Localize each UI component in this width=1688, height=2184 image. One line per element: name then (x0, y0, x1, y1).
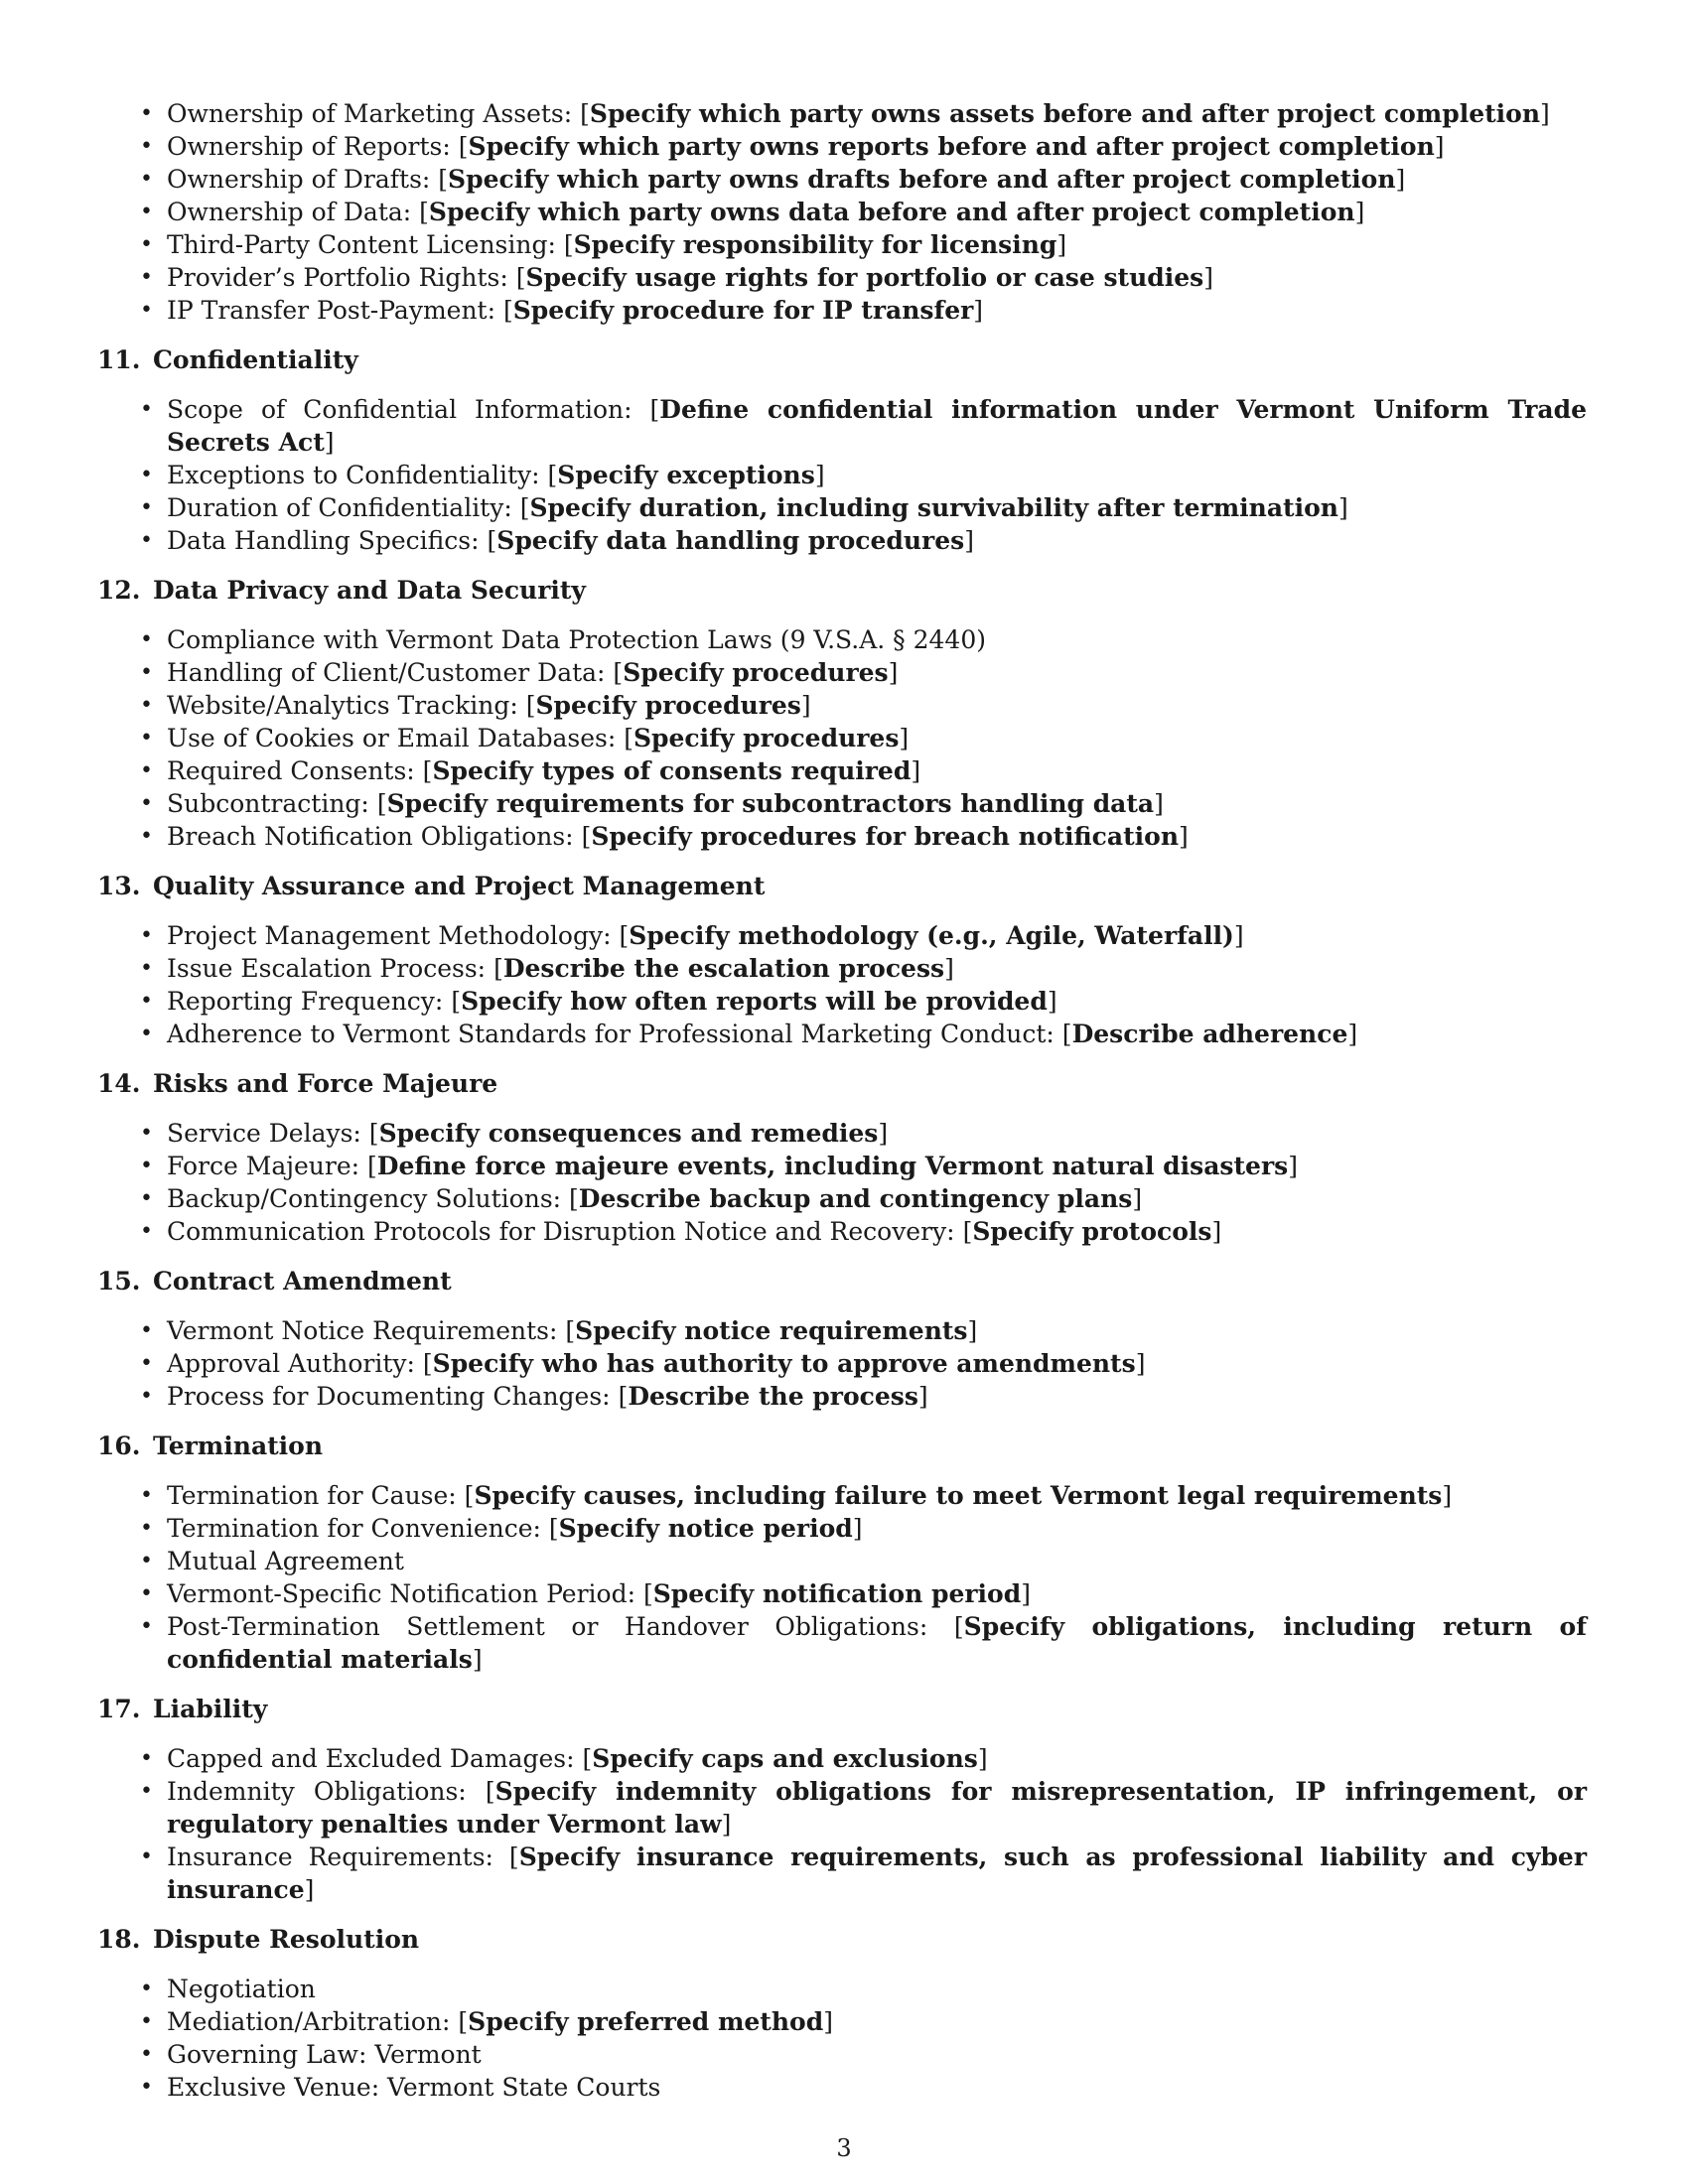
bullet-icon: • (140, 791, 153, 816)
placeholder-text: Specify data handling procedures (496, 526, 965, 555)
item-label: Use of Cookies or Email Databases: (167, 724, 625, 752)
item-label: Issue Escalation Process: (167, 954, 494, 983)
section-heading (97, 1693, 1587, 1725)
item-label: Post-Termination Settlement or Handover Obligations: (167, 1612, 954, 1641)
section-title: Confidentiality (153, 345, 358, 374)
list-item (97, 2038, 1587, 2071)
list-item: • Mediation/Arbitration: [Specify preferred method] (140, 2007, 833, 2036)
item-label: Ownership of Reports: (167, 132, 459, 161)
section-title: Liability (153, 1695, 268, 1723)
section-bullet-list (97, 1973, 1587, 2104)
placeholder-text: Specify preferred method (468, 2007, 824, 2036)
bullet-icon: • (140, 167, 153, 192)
bullet-icon: • (140, 1779, 153, 1804)
section-title: Risks and Force Majeure (153, 1069, 498, 1098)
placeholder-text: Specify notice requirements (575, 1316, 968, 1345)
item-label: Breach Notification Obligations: (167, 822, 582, 851)
placeholder-text: Specify consequences and remedies (378, 1119, 879, 1148)
section-number: 17. (97, 1695, 141, 1723)
list-item (97, 2071, 1587, 2104)
bullet-icon: • (140, 1581, 153, 1606)
bullet-icon: • (140, 1384, 153, 1409)
section (97, 1265, 1587, 1413)
placeholder-text: Specify responsibility for licensing (573, 230, 1057, 259)
item-label: Compliance with Vermont Data Protection Laws (9 V.S.A. § 2440) (167, 625, 986, 654)
list-item: • Ownership of Reports: [Specify which party owns reports before and after project completion] (140, 132, 1445, 161)
placeholder-text: Specify exceptions (557, 461, 815, 489)
item-label: Scope of Confidential Information: (167, 395, 650, 424)
bullet-icon: • (140, 726, 153, 751)
placeholder-text: Specify usage rights for portfolio or case studies (525, 263, 1204, 292)
section-title: Contract Amendment (153, 1267, 452, 1296)
placeholder-text: Specify indemnity obligations for misrepresentation, IP infringement, or regulatory penalties under Vermont law (167, 1777, 1587, 1839)
item-label: Capped and Excluded Damages: (167, 1744, 583, 1773)
placeholder-text: Specify procedures for breach notification (591, 822, 1179, 851)
list-item: • Termination for Cause: [Specify causes, including failure to meet Vermont legal requirements] (140, 1481, 1453, 1510)
list-item: • Insurance Requirements: [Specify insurance requirements, such as professional liability and cyber insurance] (140, 1843, 1588, 1904)
placeholder-text: Specify notice period (558, 1514, 853, 1543)
list-item: • Required Consents: [Specify types of consents required] (140, 756, 921, 785)
list-item: • Service Delays: [Specify consequences and remedies] (140, 1119, 889, 1148)
list-item: • Website/Analytics Tracking: [Specify procedures] (140, 691, 811, 720)
item-label: Backup/Contingency Solutions: (167, 1184, 570, 1213)
bullet-icon: • (140, 265, 153, 290)
list-item: • Project Management Methodology: [Specify methodology (e.g., Agile, Waterfall)] (140, 921, 1244, 950)
list-item: • Post-Termination Settlement or Handover Obligations: [Specify obligations, including return of confidential materials] (140, 1612, 1587, 1674)
list-item: • Ownership of Data: [Specify which party owns data before and after project completion] (140, 198, 1365, 226)
list-item: • Breach Notification Obligations: [Specify procedures for breach notification] (140, 822, 1189, 851)
section-number: 11. (97, 345, 141, 374)
placeholder-text: Specify methodology (e.g., Agile, Waterfall) (629, 921, 1234, 950)
section-heading (97, 574, 1587, 607)
item-label: Vermont Notice Requirements: (167, 1316, 566, 1345)
section (97, 1693, 1587, 1906)
placeholder-text: Specify causes, including failure to meet Vermont legal requirements (474, 1481, 1443, 1510)
list-item: • Vermont Notice Requirements: [Specify notice requirements] (140, 1316, 978, 1345)
section (97, 1923, 1587, 2104)
placeholder-text: Specify types of consents required (432, 756, 912, 785)
section (97, 870, 1587, 1050)
section (97, 574, 1587, 853)
placeholder-text: Describe the escalation process (502, 954, 945, 983)
item-label: Third-Party Content Licensing: (167, 230, 564, 259)
item-label: Vermont-Specific Notification Period: (167, 1579, 643, 1608)
list-item: • Use of Cookies or Email Databases: [Specify procedures] (140, 724, 910, 752)
item-label: Ownership of Drafts: (167, 165, 439, 194)
item-label: Termination for Convenience: (167, 1514, 549, 1543)
section-title: Dispute Resolution (153, 1925, 420, 1954)
list-item (97, 1545, 1587, 1577)
list-item: • Process for Documenting Changes: [Describe the process] (140, 1382, 928, 1411)
bullet-icon: • (140, 1549, 153, 1573)
list-item: • Vermont-Specific Notification Period: [Specify notification period] (140, 1579, 1031, 1608)
item-label: Reporting Frequency: (167, 987, 452, 1016)
placeholder-text: Specify caps and exclusions (592, 1744, 978, 1773)
section-bullet-list (97, 623, 1587, 853)
list-item: • Exceptions to Confidentiality: [Specify exceptions] (140, 461, 825, 489)
placeholder-text: Specify procedure for IP transfer (512, 296, 974, 325)
bullet-icon: • (140, 956, 153, 981)
bullet-icon: • (140, 693, 153, 718)
list-item: • Provider’s Portfolio Rights: [Specify usage rights for portfolio or case studies] (140, 263, 1213, 292)
placeholder-text: Specify how often reports will be provided (461, 987, 1048, 1016)
placeholder-text: Specify procedures (623, 658, 889, 687)
placeholder-text: Specify procedures (633, 724, 900, 752)
item-label: Duration of Confidentiality: (167, 493, 520, 522)
placeholder-text: Specify which party owns data before and after project completion (428, 198, 1355, 226)
bullet-icon: • (140, 2042, 153, 2067)
bullet-icon: • (140, 298, 153, 323)
section-heading (97, 1430, 1587, 1462)
section-heading (97, 870, 1587, 902)
bullet-icon: • (140, 1977, 153, 2001)
item-label: Provider’s Portfolio Rights: (167, 263, 516, 292)
list-item: • Data Handling Specifics: [Specify data handling procedures] (140, 526, 974, 555)
bullet-icon: • (140, 1186, 153, 1211)
bullet-icon: • (140, 1121, 153, 1146)
item-label: Adherence to Vermont Standards for Professional Marketing Conduct: (167, 1020, 1062, 1048)
section-number: 18. (97, 1925, 141, 1954)
sections-container (97, 343, 1587, 2104)
list-item: • IP Transfer Post-Payment: [Specify procedure for IP transfer] (140, 296, 984, 325)
placeholder-text: Describe the process (628, 1382, 918, 1411)
section-heading (97, 1923, 1587, 1956)
list-item: • Termination for Convenience: [Specify notice period] (140, 1514, 863, 1543)
placeholder-text: Specify which party owns drafts before and after project completion (448, 165, 1396, 194)
page-number: 3 (836, 2134, 852, 2162)
list-item: • Handling of Client/Customer Data: [Specify procedures] (140, 658, 899, 687)
bullet-icon: • (140, 1844, 153, 1869)
bullet-icon: • (140, 200, 153, 224)
item-label: Handling of Client/Customer Data: (167, 658, 614, 687)
section (97, 1067, 1587, 1248)
bullet-icon: • (140, 1614, 153, 1639)
item-label: Project Management Methodology: (167, 921, 620, 950)
placeholder-text: Specify which party owns assets before and after project completion (589, 99, 1541, 128)
bullet-icon: • (140, 1483, 153, 1508)
bullet-icon: • (140, 660, 153, 685)
item-label: Termination for Cause: (167, 1481, 465, 1510)
placeholder-text: Describe backup and contingency plans (578, 1184, 1133, 1213)
list-item: • Capped and Excluded Damages: [Specify caps and exclusions] (140, 1744, 988, 1773)
section-bullet-list (97, 393, 1587, 557)
bullet-icon: • (140, 1022, 153, 1046)
bullet-icon: • (140, 232, 153, 257)
bullet-icon: • (140, 923, 153, 948)
item-label: Ownership of Data: (167, 198, 420, 226)
item-label: Exclusive Venue: Vermont State Courts (167, 2073, 661, 2102)
bullet-icon: • (140, 1351, 153, 1376)
list-item: • Force Majeure: [Define force majeure events, including Vermont natural disasters] (140, 1152, 1298, 1180)
list-item (97, 623, 1587, 656)
bullet-icon: • (140, 463, 153, 487)
section-number: 13. (97, 872, 141, 900)
section (97, 343, 1587, 557)
bullet-icon: • (140, 989, 153, 1014)
placeholder-text: Define confidential information under Vermont Uniform Trade Secrets Act (167, 395, 1588, 457)
item-label: Insurance Requirements: (167, 1843, 509, 1871)
section-bullet-list (97, 1479, 1587, 1676)
placeholder-text: Specify requirements for subcontractors handling data (386, 789, 1155, 818)
item-label: Required Consents: (167, 756, 423, 785)
section-number: 15. (97, 1267, 141, 1296)
bullet-icon: • (140, 1516, 153, 1541)
bullet-icon: • (140, 2009, 153, 2034)
section-bullet-list (97, 1314, 1587, 1413)
placeholder-text: Define force majeure events, including Vermont natural disasters (376, 1152, 1289, 1180)
placeholder-text: Describe adherence (1071, 1020, 1348, 1048)
placeholder-text: Specify duration, including survivability after termination (529, 493, 1338, 522)
placeholder-text: Specify obligations, including return of confidential materials (167, 1612, 1587, 1674)
list-item: • Subcontracting: [Specify requirements for subcontractors handling data] (140, 789, 1164, 818)
section-number: 12. (97, 576, 141, 605)
section-bullet-list (97, 919, 1587, 1050)
section-heading (97, 343, 1587, 376)
bullet-icon: • (140, 1219, 153, 1244)
section-bullet-list (97, 1742, 1587, 1906)
list-item: • Ownership of Drafts: [Specify which party owns drafts before and after project completion] (140, 165, 1406, 194)
bullet-icon: • (140, 824, 153, 849)
item-label: Data Handling Specifics: (167, 526, 488, 555)
document-body (97, 97, 1587, 2104)
item-label: Governing Law: Vermont (167, 2040, 482, 2069)
item-label: IP Transfer Post-Payment: (167, 296, 503, 325)
bullet-icon: • (140, 1746, 153, 1771)
item-label: Process for Documenting Changes: (167, 1382, 619, 1411)
bullet-icon: • (140, 758, 153, 783)
item-label: Communication Protocols for Disruption Notice and Recovery: (167, 1217, 963, 1246)
section (97, 1430, 1587, 1676)
list-item (97, 1973, 1587, 2005)
bullet-icon: • (140, 397, 153, 422)
bullet-icon: • (140, 2075, 153, 2100)
placeholder-text: Specify notification period (652, 1579, 1022, 1608)
intro-bullet-list (97, 97, 1587, 327)
bullet-icon: • (140, 101, 153, 126)
list-item: • Backup/Contingency Solutions: [Describe backup and contingency plans] (140, 1184, 1143, 1213)
section-number: 14. (97, 1069, 141, 1098)
item-label: Service Delays: (167, 1119, 369, 1148)
item-label: Approval Authority: (167, 1349, 423, 1378)
bullet-icon: • (140, 1154, 153, 1178)
placeholder-text: Specify who has authority to approve amendments (432, 1349, 1136, 1378)
item-label: Subcontracting: (167, 789, 377, 818)
section-bullet-list (97, 1117, 1587, 1248)
item-label: Ownership of Marketing Assets: (167, 99, 581, 128)
section-number: 16. (97, 1432, 141, 1460)
list-item: • Duration of Confidentiality: [Specify duration, including survivability after termination] (140, 493, 1348, 522)
bullet-icon: • (140, 134, 153, 159)
item-label: Exceptions to Confidentiality: (167, 461, 548, 489)
list-item: • Indemnity Obligations: [Specify indemnity obligations for misrepresentation, IP infringement, or regulatory penalties under Vermont law] (140, 1777, 1587, 1839)
section-heading (97, 1265, 1587, 1297)
section-heading (97, 1067, 1587, 1100)
section-title: Data Privacy and Data Security (153, 576, 586, 605)
placeholder-text: Specify insurance requirements, such as professional liability and cyber insurance (167, 1843, 1588, 1904)
bullet-icon: • (140, 495, 153, 520)
list-item: • Approval Authority: [Specify who has authority to approve amendments] (140, 1349, 1146, 1378)
list-item: • Scope of Confidential Information: [Define confidential information under Vermont Uniform Trade Secrets Act] (140, 395, 1588, 457)
item-label: Website/Analytics Tracking: (167, 691, 526, 720)
item-label: Force Majeure: (167, 1152, 367, 1180)
list-item: • Reporting Frequency: [Specify how often reports will be provided] (140, 987, 1057, 1016)
placeholder-text: Specify procedures (535, 691, 801, 720)
placeholder-text: Specify which party owns reports before and after project completion (468, 132, 1435, 161)
list-item: • Communication Protocols for Disruption Notice and Recovery: [Specify protocols] (140, 1217, 1222, 1246)
list-item: • Adherence to Vermont Standards for Professional Marketing Conduct: [Describe adherence] (140, 1020, 1358, 1048)
item-label: Negotiation (167, 1975, 316, 2003)
bullet-icon: • (140, 528, 153, 553)
item-label: Mutual Agreement (167, 1547, 404, 1575)
bullet-icon: • (140, 1318, 153, 1343)
section-title: Quality Assurance and Project Management (153, 872, 766, 900)
item-label: Mediation/Arbitration: (167, 2007, 459, 2036)
item-label: Indemnity Obligations: (167, 1777, 486, 1806)
list-item: • Third-Party Content Licensing: [Specify responsibility for licensing] (140, 230, 1067, 259)
list-item: • Ownership of Marketing Assets: [Specify which party owns assets before and after project completion] (140, 99, 1550, 128)
list-item: • Issue Escalation Process: [Describe the escalation process] (140, 954, 954, 983)
section-title: Termination (153, 1432, 324, 1460)
placeholder-text: Specify protocols (972, 1217, 1212, 1246)
bullet-icon: • (140, 627, 153, 652)
